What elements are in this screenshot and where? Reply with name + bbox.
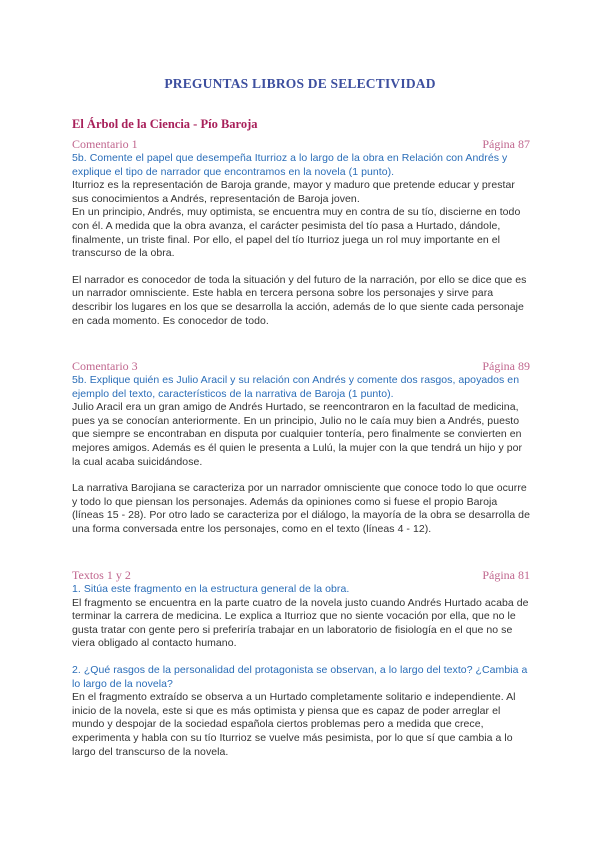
question-text: 2. ¿Qué rasgos de la personalidad del protagonista se observan, a lo largo del texto? ¿Cambia a lo largo de la novela? bbox=[72, 663, 528, 690]
section-header bbox=[72, 358, 530, 374]
section-heading: Comentario 1 bbox=[72, 137, 138, 151]
answer-paragraph: El narrador es conocedor de toda la situación y del futuro de la narración, por ello se dice que es un narrador omnisciente. Este habla en tercera persona sobre los personajes y sirve para describir los lugares en los que se desarrolla la acción, además de lo que siente cada personaje en cada momento. Es conocedor de todo. bbox=[72, 273, 527, 327]
question-text: 5b. Explique quién es Julio Aracil y su relación con Andrés y comente dos rasgos, apoyados en ejemplo del texto, característicos de la narrativa de Baroja (1 punto). bbox=[72, 374, 520, 400]
question-text: 5b. Comente el papel que desempeña Iturrioz a lo largo de la obra en Relación con Andrés y explique el tipo de narrador que encontramos en la novela (1 punto). bbox=[72, 152, 508, 178]
section-header bbox=[72, 567, 530, 583]
document-title: PREGUNTAS LIBROS DE SELECTIVIDAD bbox=[164, 76, 436, 91]
answer-paragraph: En un principio, Andrés, muy optimista, se encuentra muy en contra de su tío, discierne en todo con él. A medida que la obra avanza, el carácter pesimista del tío pasa a Hurtado, dándole, finalmente, un triste final. Por ello, el papel del tío Iturrioz juega un rol muy importante en el transcurso de la obra. bbox=[72, 206, 521, 260]
section-comentario-1 bbox=[72, 136, 530, 328]
section-heading: Textos 1 y 2 bbox=[72, 568, 131, 582]
answer-paragraph: Julio Aracil era un gran amigo de Andrés Hurtado, se reencontraron en la facultad de medicina, pues ya se conocían anteriormente. En un principio, Julio no le caía muy bien a Andrés, puesto que siempre se encontraban en disputa por cualquier tontería, pero finalmente se convierten en mejores amigos. Además es él quien le presenta a Lulú, la mujer con la que tendrá un hijo y por la cual acaba suicidándose. bbox=[72, 401, 523, 468]
answer-paragraph: El fragmento se encuentra en la parte cuatro de la novela justo cuando Andrés Hurtado acaba de terminar la carrera de medicina. Le explica a Iturrioz que no siente vocación por ella, que no le gusta tratar con gente pero si preferiría trabajar en un laboratorio de fisiología en el que no se viera obligado al contacto humano. bbox=[72, 596, 529, 650]
question-text: 1. Sitúa este fragmento en la estructura general de la obra. bbox=[72, 583, 350, 595]
answer-paragraph: Iturrioz es la representación de Baroja grande, mayor y maduro que pretende educar y prestar sus conocimientos a Andrés, representación de Baroja joven. bbox=[72, 179, 515, 205]
section-comentario-3 bbox=[72, 358, 530, 537]
section-page-ref: Página 81 bbox=[482, 568, 530, 582]
section-header bbox=[72, 136, 530, 152]
section-page-ref: Página 87 bbox=[482, 137, 530, 151]
section-textos-1-2 bbox=[72, 567, 530, 759]
answer-paragraph: En el fragmento extraído se observa a un Hurtado completamente solitario e independiente. Al inicio de la novela, este si que es más optimista y piensa que es capaz de poder arreglar el mundo y despojar de la sociedad española ciertos problemas pero a medida que crece, experimenta y habla con su tío Iturrioz se vuelve más pesimista, por lo que sí que cambia a lo largo del transcurso de la novela. bbox=[72, 691, 516, 758]
section-heading: Comentario 3 bbox=[72, 359, 138, 373]
book-title: El Árbol de la Ciencia - Pío Baroja bbox=[72, 117, 258, 131]
answer-paragraph: La narrativa Barojiana se caracteriza por un narrador omnisciente que conoce todo lo que ocurre y todo lo que piensan los personajes. Además da opiniones como si fuese el propio Baroja (líneas 15 - 28). Por otro lado se caracteriza por el diálogo, la mayoría de la obra se desarrolla de una forma conversada entre los personajes, como en el texto (líneas 4 - 12). bbox=[72, 482, 530, 535]
section-page-ref: Página 89 bbox=[482, 359, 530, 373]
